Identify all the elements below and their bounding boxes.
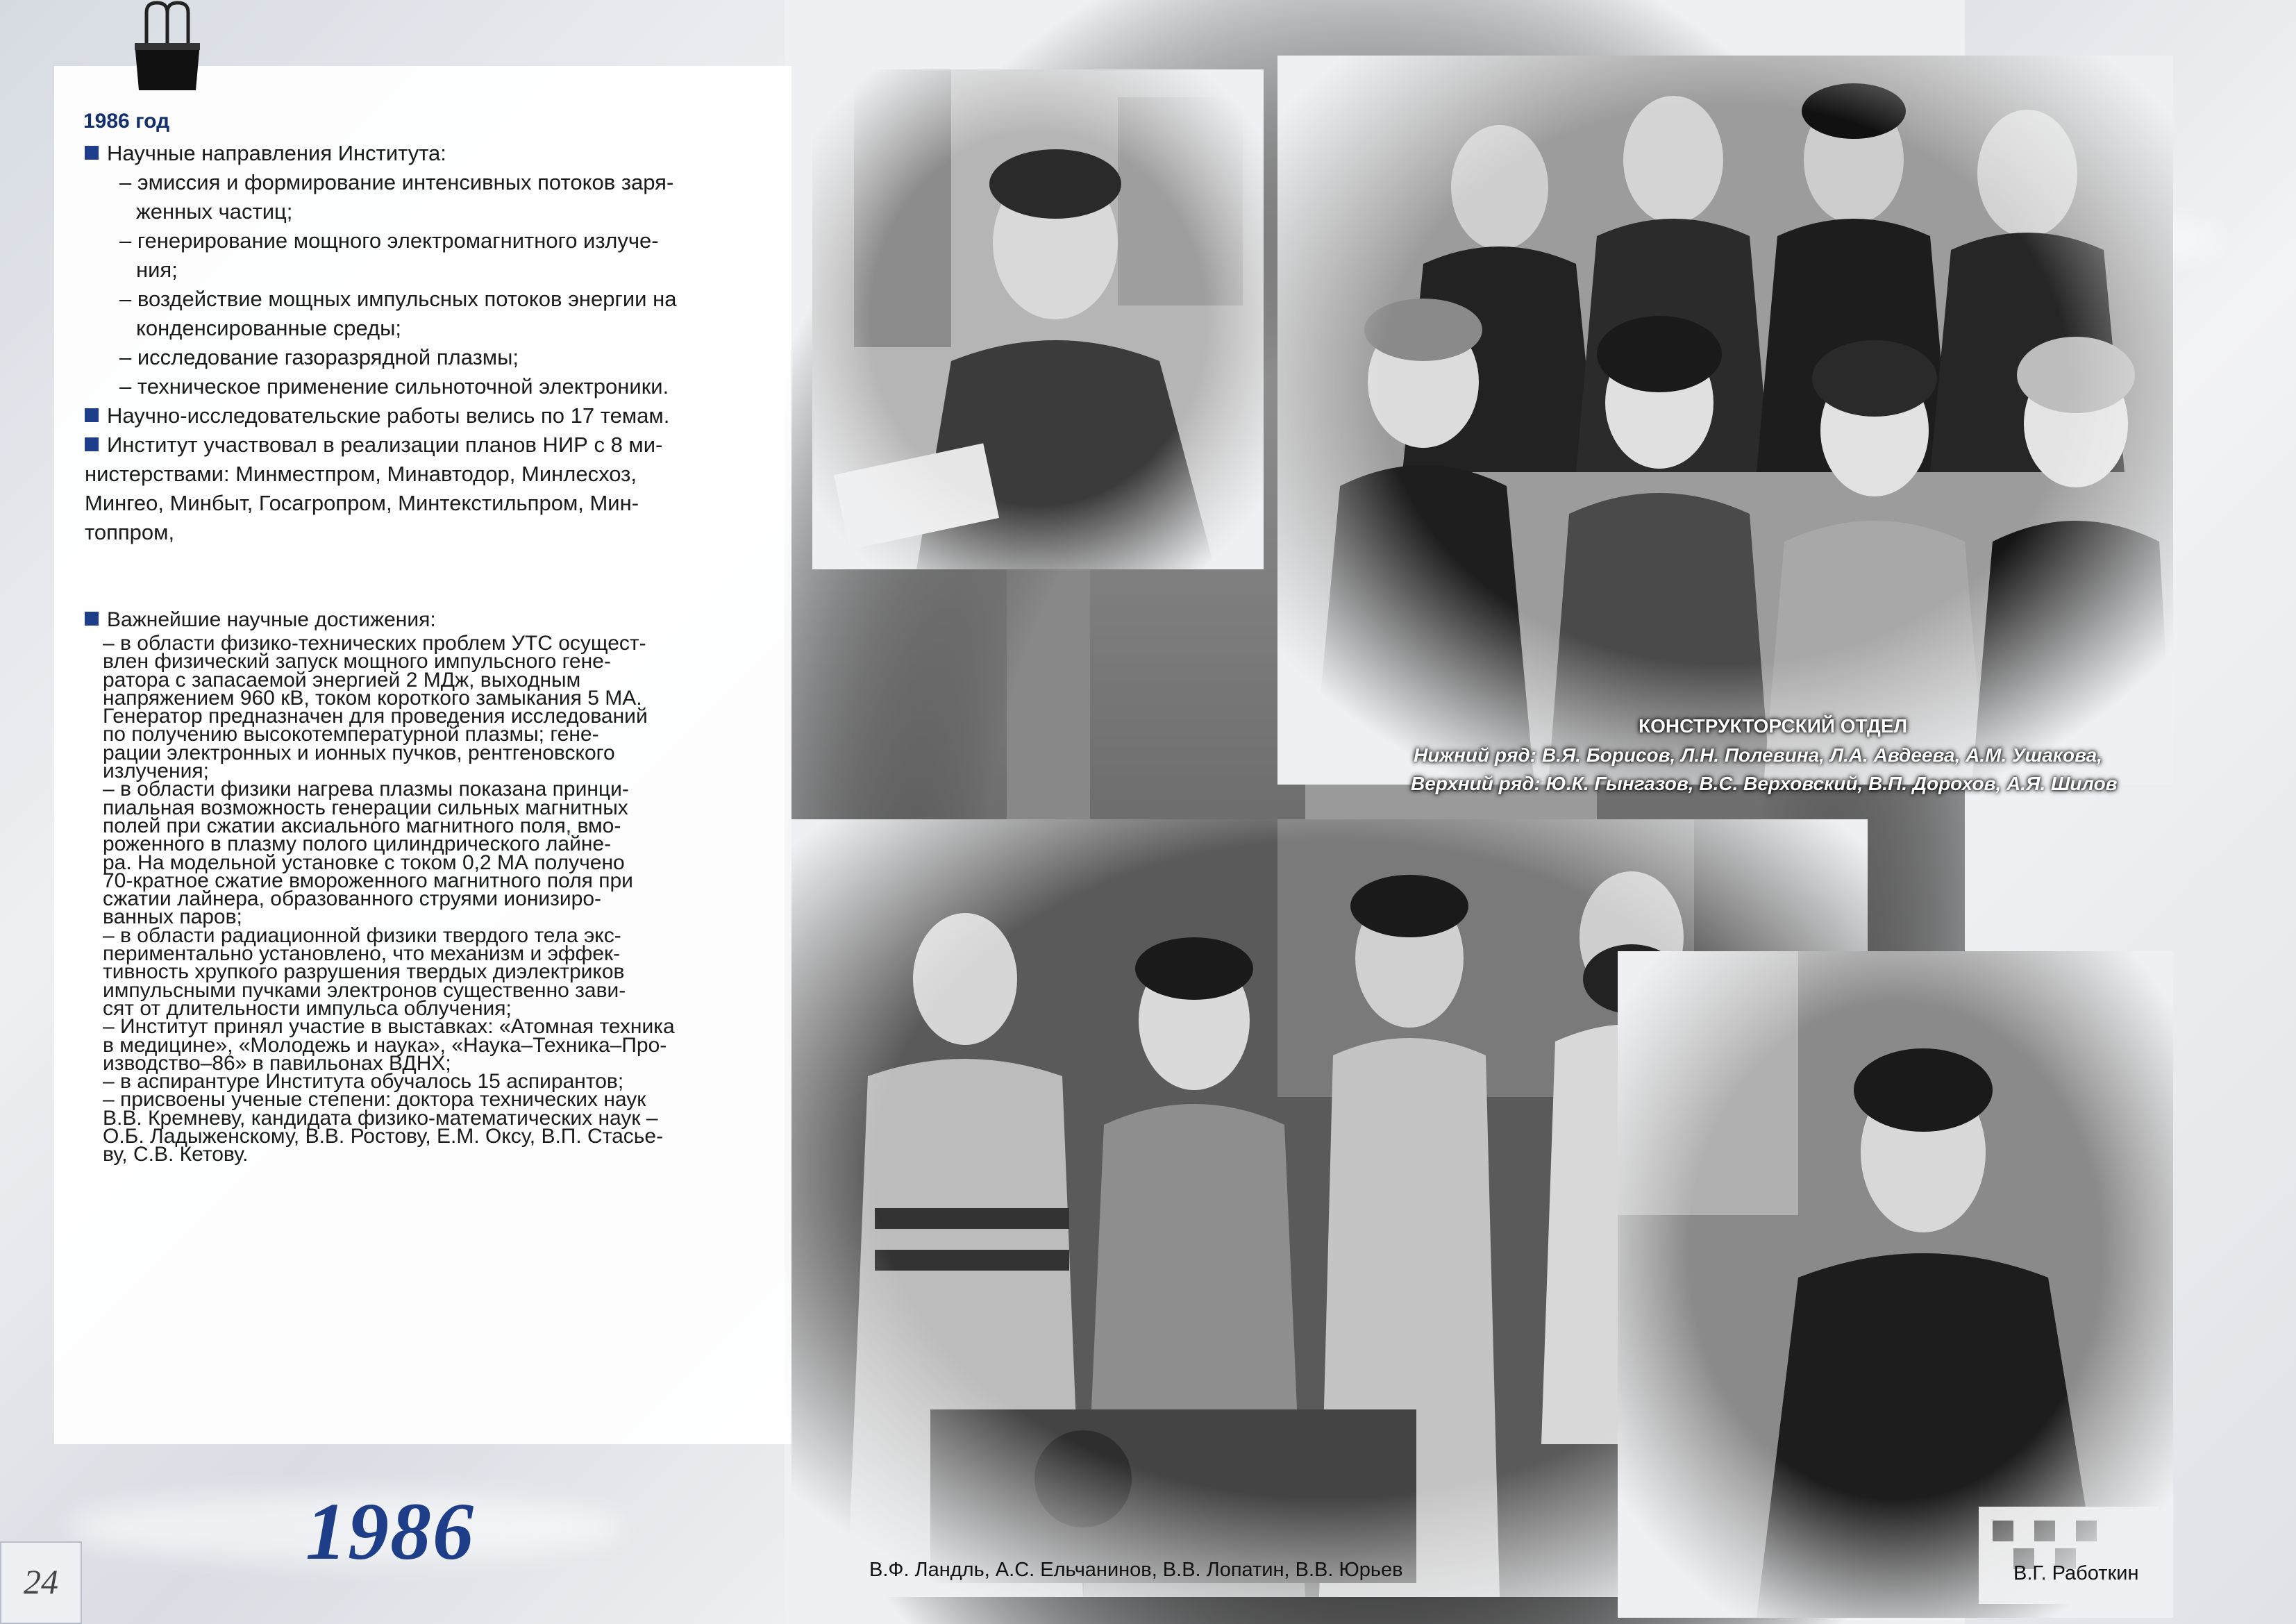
direction-item: – техническое применение сильноточной электроники. [119, 374, 669, 399]
bullet-icon [85, 146, 99, 160]
achievement-line: – в области физико-технических проблем УТС осущест- [103, 632, 646, 655]
achievements-heading: Важнейшие научные достижения: [107, 608, 436, 631]
achievement-line: влен физический запуск мощного импульсного гене- [103, 650, 611, 673]
research-directions-heading: Научные направления Института: [107, 141, 446, 165]
direction-item: – эмиссия и формирование интенсивных потоков заря- [119, 170, 674, 194]
section-year-heading: 1986 год [83, 110, 170, 133]
achievement-line: рации электронных и ионных пучков, рентгеновского [103, 741, 615, 764]
achievement-line: изводство–86» в павильонах ВДНХ; [103, 1051, 451, 1075]
achievement-line: импульсными пучками электронов существенно зави- [103, 978, 626, 1002]
achievement-line: В.В. Кремневу, кандидата физико-математических наук – [103, 1106, 658, 1130]
ministries-line: Мингео, Минбыт, Госагропром, Минтекстильпром, Мин- [85, 491, 639, 515]
achievement-line: – присвоены ученые степени: доктора технических наук [103, 1088, 646, 1112]
achievement-line: Генератор предназначен для проведения исследований [103, 705, 648, 728]
photo-man-at-desk [812, 69, 1264, 569]
caption-seated-man: В.Г. Работкин [2013, 1562, 2139, 1584]
bullet-icon [85, 408, 99, 422]
achievement-line: О.Б. Ладыженскому, В.В. Ростову, Е.М. Оксу, В.П. Стасье- [103, 1125, 664, 1148]
big-year-label: 1986 [305, 1486, 475, 1577]
achievement-line: излучения; [103, 760, 209, 783]
achievement-line: ву, С.В. Кетову. [103, 1143, 249, 1166]
bullet-icon [85, 437, 99, 451]
achievement-line: – Институт принял участие в выставках: «Атомная техника [103, 1015, 675, 1039]
achievement-line: – в аспирантуре Института обучалось 15 аспирантов; [103, 1070, 624, 1094]
achievement-line: пиальная возможность генерации сильных магнитных [103, 796, 628, 819]
achievements-lines [85, 632, 751, 1166]
achievement-line: ра. На модельной установке с током 0,2 МА получено [103, 851, 625, 874]
achievement-line: периментально установлено, что механизм и эффек- [103, 942, 621, 966]
direction-item-cont: ния; [136, 258, 178, 282]
ministries-line: нистерствами: Минместпром, Минавтодор, Минлесхоз, [85, 462, 637, 486]
ministries-line: топпром, [85, 520, 175, 544]
direction-item: – генерирование мощного электромагнитного излуче- [119, 228, 659, 253]
achievements-block [85, 605, 751, 1164]
ministries-line: Институт участвовал в реализации планов НИР с 8 ми- [107, 433, 663, 457]
photo-seated-man [1618, 951, 2173, 1618]
group-caption-title: КОНСТРУКТОРСКИЙ ОТДЕЛ [1639, 715, 1908, 737]
achievement-line: напряжением 960 кВ, током короткого замыкания 5 МА. [103, 686, 642, 710]
achievement-line: ванных паров; [103, 905, 242, 929]
research-topics-count: Научно-исследовательские работы велись по 17 темам. [107, 403, 670, 428]
direction-item-cont: конденсированные среды; [136, 316, 402, 340]
group-caption-bottom-row: Нижний ряд: В.Я. Борисов, Л.Н. Полевина, Л.А. Авдеева, А.М. Ушакова, [1414, 744, 2102, 766]
achievement-line: полей при сжатии аксиального магнитного поля, вмо- [103, 814, 621, 837]
page-number: 24 [0, 1541, 82, 1624]
achievement-line: тивность хрупкого разрушения твердых диэлектриков [103, 960, 625, 984]
achievement-line: 70-кратное сжатие вмороженного магнитного поля при [103, 869, 633, 892]
binder-clip-icon [129, 0, 206, 94]
achievement-line: по получению высокотемпературной плазмы; генe- [103, 723, 599, 746]
research-directions-block [85, 139, 751, 547]
achievement-line: в медицине», «Молодежь и наука», «Наука–Техника–Про- [103, 1033, 667, 1057]
bullet-icon [85, 612, 99, 626]
achievement-line: ратора с запасаемой энергией 2 МДж, выходным [103, 668, 581, 692]
achievement-line: – в области физики нагрева плазмы показана принци- [103, 778, 629, 801]
caption-four-researchers: В.Ф. Ландль, А.С. Ельчанинов, В.В. Лопатин, В.В. Юрьев [869, 1559, 1403, 1581]
achievement-line: сят от длительности импульса облучения; [103, 996, 512, 1020]
group-caption-top-row: Верхний ряд: Ю.К. Гынгазов, В.С. Верховский, В.П. Дорохов, А.Я. Шилов [1411, 773, 2118, 794]
achievement-line: роженного в плазму полого цилиндрического лайне- [103, 832, 612, 856]
achievement-line: – в области радиационной физики твердого тела экс- [103, 923, 621, 947]
direction-item-cont: женных частиц; [136, 199, 293, 224]
direction-item: – воздействие мощных импульсных потоков энергии на [119, 287, 677, 311]
direction-item: – исследование газоразрядной плазмы; [119, 345, 519, 369]
achievement-line: сжатии лайнера, образованного струями ионизиро- [103, 887, 602, 911]
photo-design-bureau-group [1277, 56, 2173, 785]
